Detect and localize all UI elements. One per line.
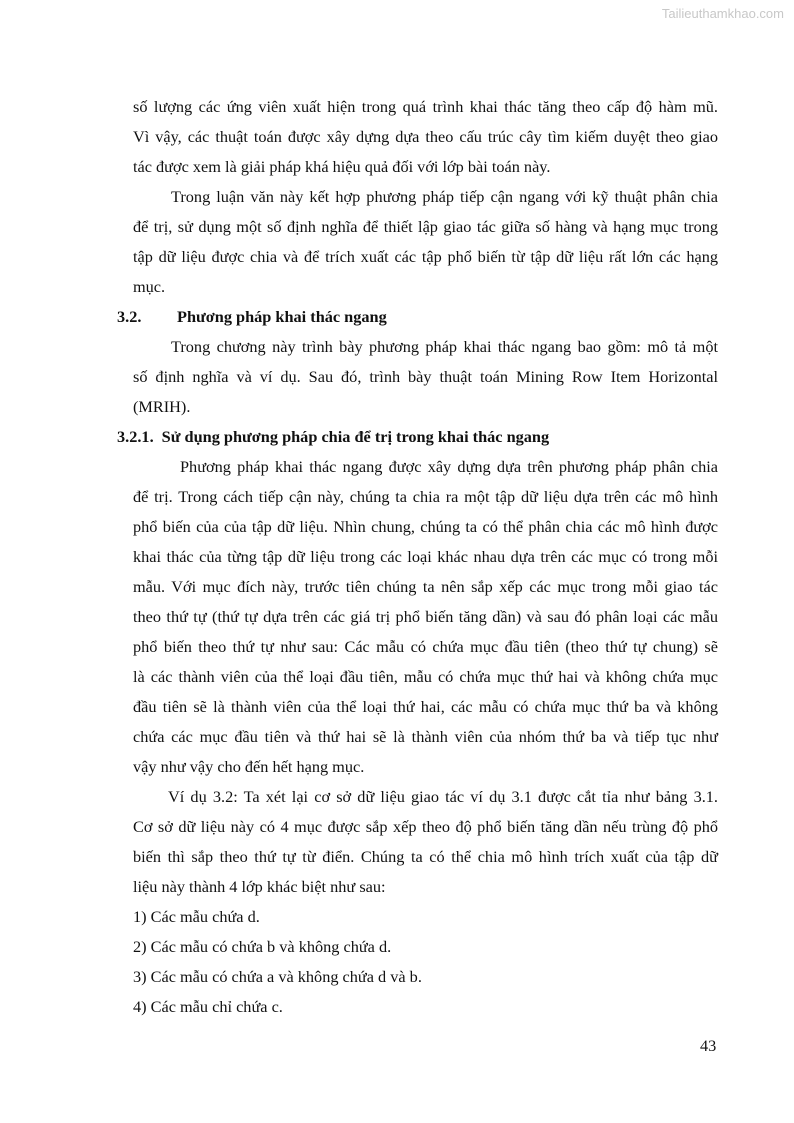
- text-line: chứa các mục đầu tiên và thứ hai sẽ là thành viên của nhóm thứ ba và tiếp tục như: [133, 727, 718, 746]
- text-line: khai thác của từng tập dữ liệu trong các loại khác nhau dựa trên các mục có trong mỗi: [133, 547, 718, 566]
- page-number: 43: [700, 1036, 717, 1055]
- text-line: để trị. Trong cách tiếp cận này, chúng ta chia ra một tập dữ liệu dựa trên các mô hình: [133, 487, 718, 506]
- text-line: tập dữ liệu được chia và để trích xuất các tập phổ biến từ tập dữ liệu rất lớn các hạng: [133, 247, 718, 266]
- text-line: Phương pháp khai thác ngang được xây dựng dựa trên phương pháp phân chia: [180, 457, 718, 476]
- section-number: 3.2.: [117, 307, 142, 326]
- text-line: Cơ sở dữ liệu này có 4 mục được sắp xếp theo độ phổ biến tăng dần nếu trùng độ phổ: [133, 817, 718, 836]
- numbered-list: [133, 902, 718, 1022]
- paragraph: [133, 782, 718, 902]
- section-heading: [117, 302, 718, 332]
- text-line: Trong chương này trình bày phương pháp khai thác ngang bao gồm: mô tả một: [171, 337, 718, 356]
- page-body: [117, 92, 718, 1022]
- text-line: số định nghĩa và ví dụ. Sau đó, trình bày thuật toán Mining Row Item Horizontal: [133, 367, 718, 386]
- section-number: 3.2.1.: [117, 427, 154, 446]
- text-line: phổ biến theo thứ tự như sau: Các mẫu có chứa mục đầu tiên (theo thứ tự chung) sẽ: [133, 637, 718, 656]
- paragraph: [133, 92, 718, 182]
- list-item: 4) Các mẫu chỉ chứa c.: [133, 997, 283, 1016]
- text-line: mẫu. Với mục đích này, trước tiên chúng ta nên sắp xếp các mục trong mỗi giao tác: [133, 577, 718, 596]
- paragraph: [133, 332, 718, 422]
- list-item: 1) Các mẫu chứa d.: [133, 907, 260, 926]
- list-item: 3) Các mẫu có chứa a và không chứa d và b.: [133, 967, 422, 986]
- list-item: 2) Các mẫu có chứa b và không chứa d.: [133, 937, 392, 956]
- text-line: Trong luận văn này kết hợp phương pháp tiếp cận ngang với kỹ thuật phân chia: [171, 187, 718, 206]
- text-line: số lượng các ứng viên xuất hiện trong quá trình khai thác tăng theo cấp độ hàm mũ.: [133, 97, 718, 116]
- paragraph: [133, 452, 718, 782]
- text-line: mục.: [133, 277, 166, 296]
- text-line: (MRIH).: [133, 397, 191, 416]
- text-line: Ví dụ 3.2: Ta xét lại cơ sở dữ liệu giao tác ví dụ 3.1 được cắt tỉa như bảng 3.1.: [168, 787, 718, 806]
- text-line: để trị, sử dụng một số định nghĩa để thiết lập giao tác giữa số hàng và hạng mục trong: [133, 217, 718, 236]
- text-line: là các thành viên của thể loại đầu tiên, mẫu có chứa mục thứ hai và không chứa mục: [133, 667, 718, 686]
- section-title: Phương pháp khai thác ngang: [177, 307, 387, 326]
- text-line: theo thứ tự (thứ tự dựa trên các giá trị phổ biến tăng dần) và sau đó phân loại các mẫu: [133, 607, 718, 626]
- text-line: Vì vậy, các thuật toán được xây dựng dựa theo cấu trúc cây tìm kiếm duyệt theo giao: [133, 127, 718, 146]
- paragraph: [133, 182, 718, 302]
- watermark: Tailieuthamkhao.com: [661, 6, 784, 21]
- text-line: vậy như vậy cho đến hết hạng mục.: [133, 757, 365, 776]
- text-line: phổ biến của của tập dữ liệu. Nhìn chung, chúng ta có thể phân chia các mô hình được: [133, 517, 718, 536]
- subsection-heading: [117, 422, 718, 452]
- section-title: Sử dụng phương pháp chia để trị trong khai thác ngang: [161, 427, 550, 446]
- text-line: tác được xem là giải pháp khá hiệu quả đối với lớp bài toán này.: [133, 157, 551, 176]
- text-line: liệu này thành 4 lớp khác biệt như sau:: [133, 877, 386, 896]
- text-line: đầu tiên sẽ là thành viên của thể loại thứ hai, các mẫu có chứa mục thứ ba và không: [133, 697, 718, 716]
- text-line: biến thì sắp theo thứ tự từ điển. Chúng ta có thể chia mô hình trích xuất của tập dữ: [133, 847, 718, 866]
